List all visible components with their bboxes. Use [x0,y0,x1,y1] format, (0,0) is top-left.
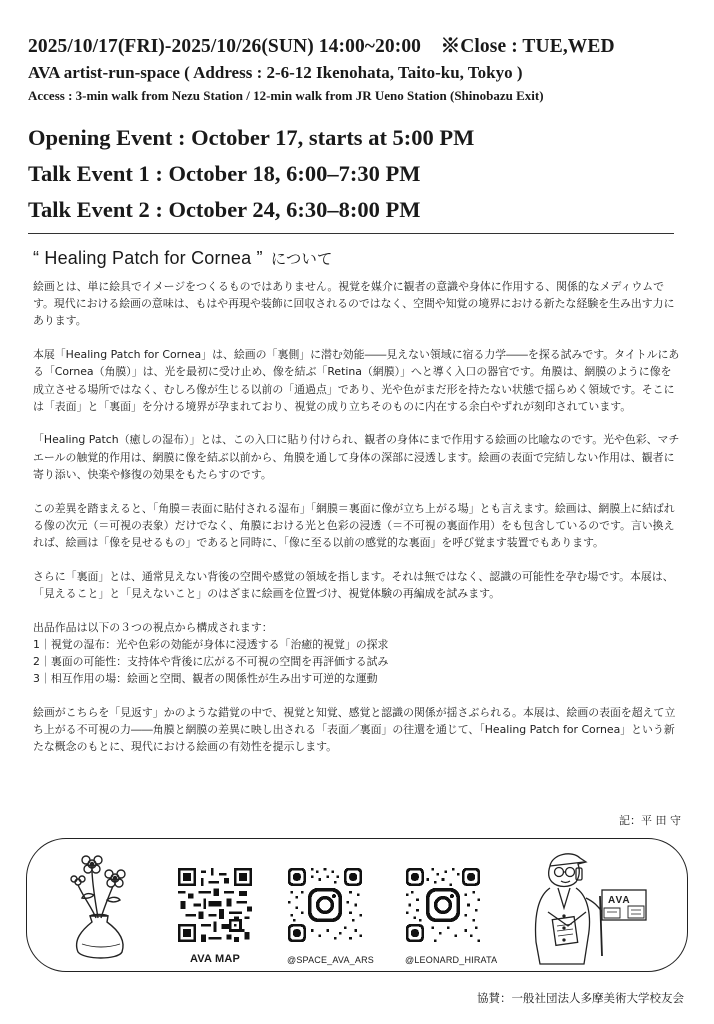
list-item: 1｜視覚の湿布：光や色彩の効能が身体に浸透する「治癒的視覚」の探求 [33,637,389,651]
sponsor-credit: 協賛：一般社団法人多摩美術大学校友会 [477,991,684,1005]
qr-label-ava-map: AVA MAP [189,953,241,965]
qr-label-leonard-hirata: @LEONARD_HIRATA [405,955,498,965]
talk-event-1: Talk Event 1 : October 18, 6:00–7:30 PM [28,161,421,186]
paragraph-6: 絵画がこちらを「見返す」かのような錯覚の中で、視覚と知覚、感覚と認識の関係が揺さぶられる。本展は、絵画の表面を超えて立ち上がる不可視の力――角膜と網膜の差異に映し出される「表面／裏面」の往還を通じて、「Healing Patch for Cornea」という新たな概念のもとに、現代における絵画の有効性を提示します。 [33,705,676,754]
opening-event: Opening Event : October 17, starts at 5:00 PM [28,125,475,150]
qr-code-icon [406,868,480,942]
author-signature: 記：平 田 守 [619,814,681,827]
section-title [33,247,332,269]
sign-text: AVA [608,895,631,906]
qr-code-icon [178,868,252,942]
statement-body [33,278,681,772]
talk-event-2: Talk Event 2 : October 24, 6:30–8:00 PM [28,197,421,222]
list-item: 2｜裏面の可能性：支持体や背後に広がる不可視の空間を再評価する試み [33,654,389,668]
access-info: Access : 3-min walk from Nezu Station / 12-min walk from JR Ueno Station (Shinobazu Exit) [28,88,544,103]
qr-label-space-ava: @SPACE_AVA_ARS [287,955,374,965]
leonard-hirata-instagram-qr[interactable] [405,868,498,965]
venue-address: AVA artist-run-space ( Address : 2-6-12 Ikenohata, Taito-ku, Tokyo ) [28,63,523,82]
vase-flower-icon [60,850,140,965]
divider [28,233,674,234]
qr-code-icon [288,868,362,942]
list-intro: 出品作品は以下の３つの視点から構成されます： [33,620,273,634]
space-ava-instagram-qr[interactable] [287,868,374,965]
paragraph-5: さらに「裏面」とは、通常見えない背後の空間や感覚の領域を指します。それは無ではなく、認識の可能性を孕む場です。本展は、「見えること」と「見えないこと」のはざまに絵画を位置づけ、視覚体験の再編成を試みます。 [33,569,674,600]
paragraph-3: 「Healing Patch（癒しの湿布）」とは、この入口に貼り付けられ、観者の身体にまで作用する絵画の比喩なのです。光や色彩、マチエールの触覚的作用は、網膜に像を結ぶ以前から、角膜を通して身体の深部に浸透します。絵画の表面で完結しない作用は、観者に寄り添い、快楽や修復の効果をもたらすのです。 [33,433,680,481]
character-illustration-icon [528,846,658,970]
works-list [33,636,681,688]
list-item: 3｜相互作用の場：絵画と空間、観者の関係性が生み出す可逆的な運動 [33,672,378,686]
exhibition-dates: 2025/10/17(FRI)-2025/10/26(SUN) 14:00~20:00 ※Close : TUE,WED [28,36,615,57]
event-schedule [28,120,688,228]
ava-map-qr[interactable] [177,868,253,965]
paragraph-4: この差異を踏まえると、「角膜＝表面に貼付される湿布」「網膜＝裏面に像が立ち上がる場」とも言えます。絵画は、網膜上に結ばれる像の次元（＝可視の表象）だけでなく、角膜における光と色彩の浸透（＝不可視の裏面作用）をも包含しているのです。言い換えれば、絵画は「像を見せるもの」であると同時に、「像に至る以前の感覚的な裏面」を呼び覚ます装置でもあります。 [33,501,675,549]
exhibition-info-header [28,30,688,104]
section-title-jp: について [270,250,333,268]
section-title-en: “ Healing Patch for Cornea ” [33,248,263,268]
paragraph-2: 本展「Healing Patch for Cornea」は、絵画の「裏側」に潜む効能――見えない領域に宿る力学――を探る試みです。タイトルにある「Cornea（角膜）」は、光を最初に受け止め、像を結ぶ「Retina（網膜）」へと導く入口の器官です。角膜は、網膜のように像を成立させる場所ではなく、むしろ像が生じる以前の「通過点」であり、光や色がまだ形を持たない状態で揺らめく領域です。そこには「表面」と「裏面」を分ける境界が孕まれており、視覚の成り立ちそのものに内在する余白やずれが刻印されています。 [33,348,680,413]
paragraph-1: 絵画とは、単に絵具でイメージをつくるものではありません。視覚を媒介に観者の意識や身体に作用する、関係的なメディウムです。現代における絵画の意味は、もはや再現や装飾に回収されるのではなく、空間や知覚の境界における新たな経験を生み出す力にあります。 [33,280,675,328]
